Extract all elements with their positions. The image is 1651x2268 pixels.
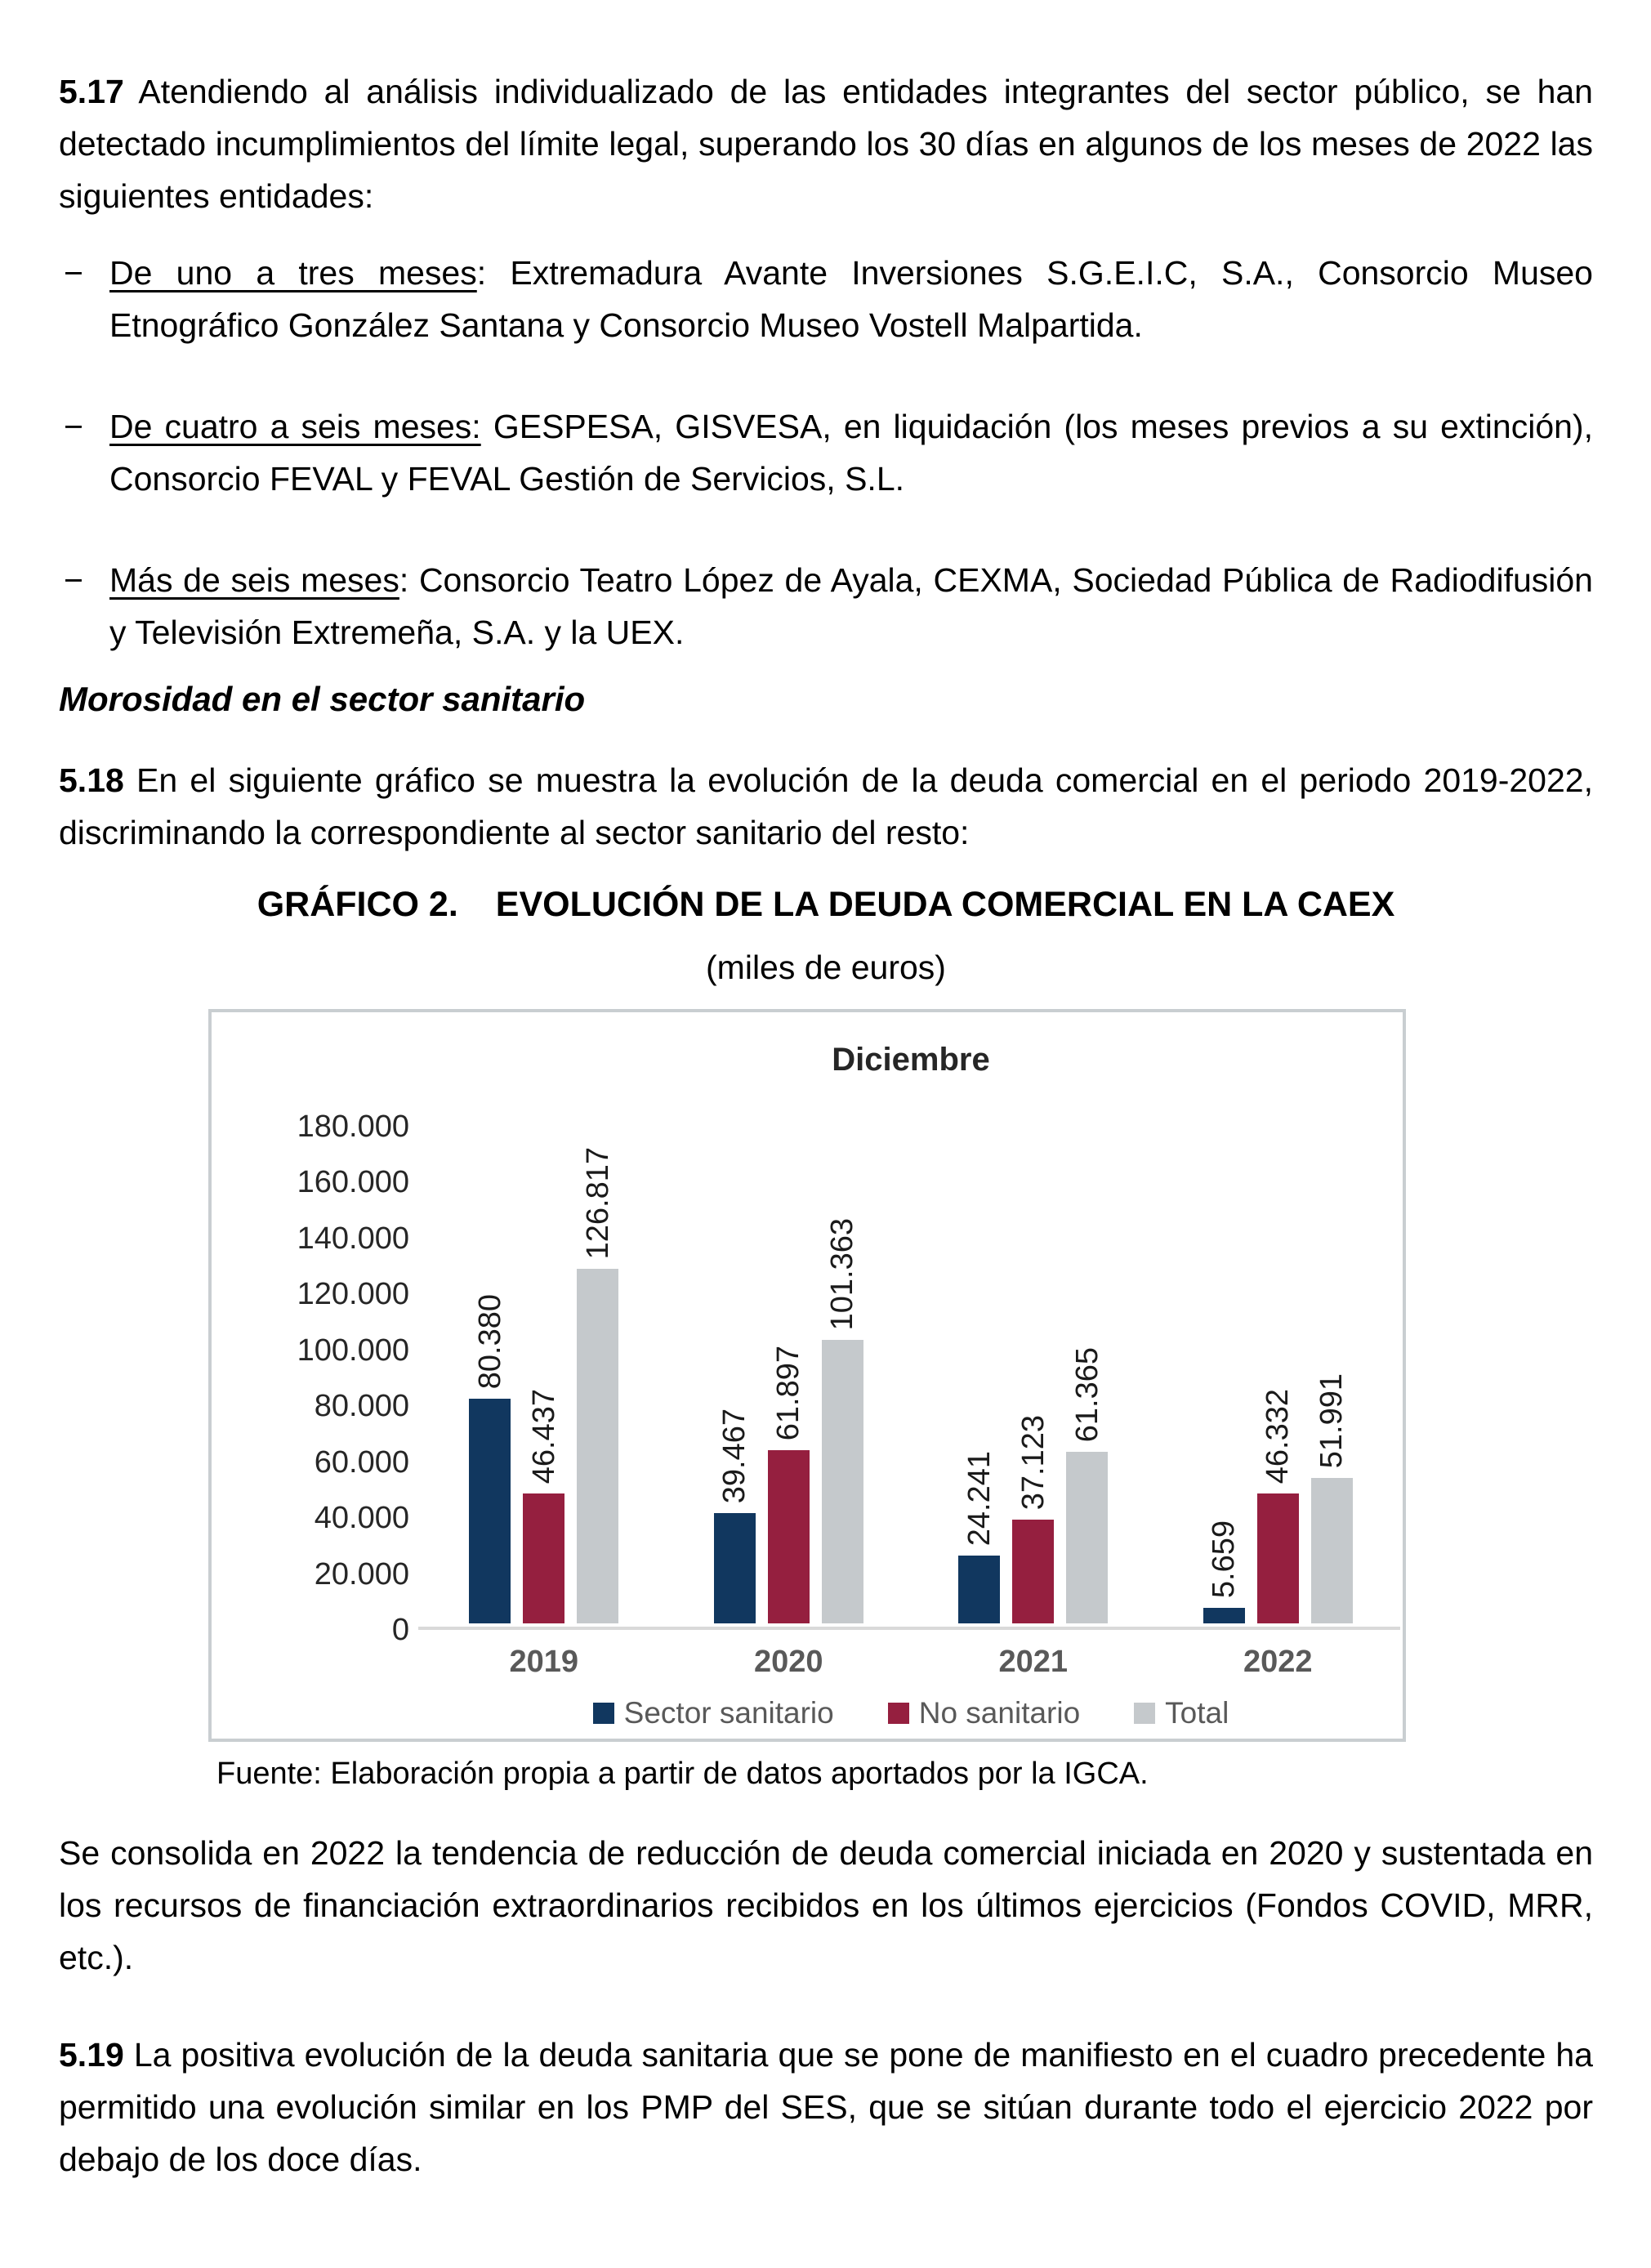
bullet-dash: − xyxy=(64,561,83,599)
legend-swatch-icon xyxy=(1134,1703,1155,1724)
bar-no-sanitario xyxy=(523,1493,564,1623)
x-axis-category-label: 2020 xyxy=(753,1645,823,1679)
y-axis-tick-label: 60.000 xyxy=(314,1444,409,1480)
list-item-lead: De uno a tres meses xyxy=(109,254,477,292)
legend-label: Total xyxy=(1165,1696,1229,1730)
legend-label: No sanitario xyxy=(918,1696,1081,1730)
x-axis-category-label: 2022 xyxy=(1243,1645,1313,1679)
paragraph-text: En el siguiente gráfico se muestra la evolución de la deuda comercial en el periodo 2019-2022, discriminando la correspondiente al sector sanitario del resto: xyxy=(59,761,1593,851)
legend-swatch-icon xyxy=(593,1703,614,1724)
y-axis-tick-label: 180.000 xyxy=(297,1109,409,1144)
legend-item xyxy=(1134,1697,1229,1730)
x-axis-category-label: 2021 xyxy=(998,1645,1069,1679)
list-item-separator: : xyxy=(476,254,511,292)
bar-sector-sanitario xyxy=(714,1513,756,1623)
bar-no-sanitario xyxy=(1257,1493,1299,1623)
bar-value-label: 51.991 xyxy=(1314,1373,1350,1469)
list-item-rest: Consorcio Teatro López de Ayala, CEXMA, Sociedad Pública de Radiodifusión y Televisión Extremeña, S.A. y la UEX. xyxy=(109,561,1593,651)
list-item xyxy=(59,400,1593,505)
bar-value-label: 61.897 xyxy=(771,1345,806,1441)
list-item-rest: Extremadura Avante Inversiones S.G.E.I.C, S.A., Consorcio Museo Etnográfico González Santana y Consorcio Museo Vostell Malpartida. xyxy=(109,254,1593,344)
paragraph-5-17 xyxy=(59,65,1593,222)
bar-value-label: 46.437 xyxy=(526,1388,561,1484)
legend-label: Sector sanitario xyxy=(623,1696,834,1730)
list-item-lead: De cuatro a seis meses: xyxy=(109,408,481,445)
list-item-lead: Más de seis meses xyxy=(109,561,399,599)
bullet-list xyxy=(59,247,1593,659)
bar-value-label: 24.241 xyxy=(962,1450,997,1547)
bar-no-sanitario xyxy=(768,1450,810,1623)
x-axis-category-label: 2019 xyxy=(509,1645,579,1679)
paragraph-number: 5.17 xyxy=(59,73,124,110)
bar-value-label: 101.363 xyxy=(825,1217,860,1331)
list-item-rest: GESPESA, GISVESA, en liquidación (los meses previos a su extinción), Consorcio FEVAL y FEVAL Gestión de Servicios, S.L. xyxy=(109,408,1593,498)
graph-caption-label: GRÁFICO 2. xyxy=(257,885,458,924)
chart-title: Diciembre xyxy=(832,1042,990,1078)
legend-swatch-icon xyxy=(888,1703,909,1724)
legend-item xyxy=(593,1697,834,1730)
y-axis-tick-label: 160.000 xyxy=(297,1165,409,1200)
list-item-separator: : xyxy=(399,561,419,599)
graph-caption xyxy=(59,883,1593,926)
list-item xyxy=(59,247,1593,351)
paragraph-text: Atendiendo al análisis individualizado de las entidades integrantes del sector público, se han detectado incumplimientos del límite legal, superando los 30 días en algunos de los meses de 2022 las siguientes entidades: xyxy=(59,73,1593,215)
y-axis-tick-label: 120.000 xyxy=(297,1277,409,1312)
bar-value-label: 61.365 xyxy=(1069,1346,1104,1442)
y-axis-tick-label: 0 xyxy=(391,1613,409,1647)
bar-sector-sanitario xyxy=(1203,1608,1245,1623)
bar-total xyxy=(577,1269,618,1623)
y-axis-tick-label: 40.000 xyxy=(314,1501,409,1536)
paragraph-5-19 xyxy=(59,2029,1593,2185)
paragraph-text: La positiva evolución de la deuda sanitaria que se pone de manifiesto en el cuadro precedente ha permitido una evolución similar en los PMP del SES, que se sitúan durante todo el ejercicio 2022 por debajo de los doce días. xyxy=(59,2036,1593,2178)
chart-source-note: Fuente: Elaboración propia a partir de datos aportados por la IGCA. xyxy=(216,1757,1149,1791)
bar-sector-sanitario xyxy=(469,1399,511,1623)
bullet-dash: − xyxy=(64,408,83,445)
bar-total xyxy=(822,1340,863,1623)
bar-value-label: 39.467 xyxy=(717,1408,752,1503)
list-item-text xyxy=(109,554,1593,659)
bullet-dash: − xyxy=(64,254,83,292)
bar-value-label: 126.817 xyxy=(580,1146,615,1260)
y-axis-tick-label: 20.000 xyxy=(314,1556,409,1592)
y-axis-tick-label: 80.000 xyxy=(314,1389,409,1424)
x-axis-line xyxy=(418,1627,1400,1630)
chart-legend xyxy=(422,1697,1400,1730)
bar-value-label: 37.123 xyxy=(1015,1414,1051,1510)
bar-value-label: 80.380 xyxy=(472,1293,507,1389)
section-heading: Morosidad en el sector sanitario xyxy=(59,680,586,718)
list-item-separator xyxy=(481,408,493,445)
bar-total xyxy=(1066,1452,1108,1623)
paragraph-number: 5.19 xyxy=(59,2036,124,2074)
bar-total xyxy=(1311,1478,1353,1623)
paragraph-conclusion: Se consolida en 2022 la tendencia de reducción de deuda comercial iniciada en 2020 y sustentada en los recursos de financiación extraordinarios recibidos en los últimos ejercicios (Fondos COVID, MRR, etc.). xyxy=(59,1834,1593,1976)
bar-value-label: 5.659 xyxy=(1207,1520,1242,1598)
y-axis-tick-label: 100.000 xyxy=(297,1333,409,1368)
bar-sector-sanitario xyxy=(958,1556,1000,1623)
paragraph-5-18 xyxy=(59,754,1593,859)
bar-value-label: 46.332 xyxy=(1261,1389,1296,1484)
y-axis-tick-label: 140.000 xyxy=(297,1221,409,1256)
list-item xyxy=(59,554,1593,659)
graph-caption-title: EVOLUCIÓN DE LA DEUDA COMERCIAL EN LA CAEX xyxy=(495,885,1395,924)
list-item-text xyxy=(109,400,1593,505)
list-item-text xyxy=(109,247,1593,351)
bar-no-sanitario xyxy=(1012,1520,1054,1623)
bar-chart xyxy=(208,1009,1406,1742)
legend-item xyxy=(888,1697,1080,1730)
paragraph-number: 5.18 xyxy=(59,761,124,799)
graph-units: (miles de euros) xyxy=(706,949,946,986)
